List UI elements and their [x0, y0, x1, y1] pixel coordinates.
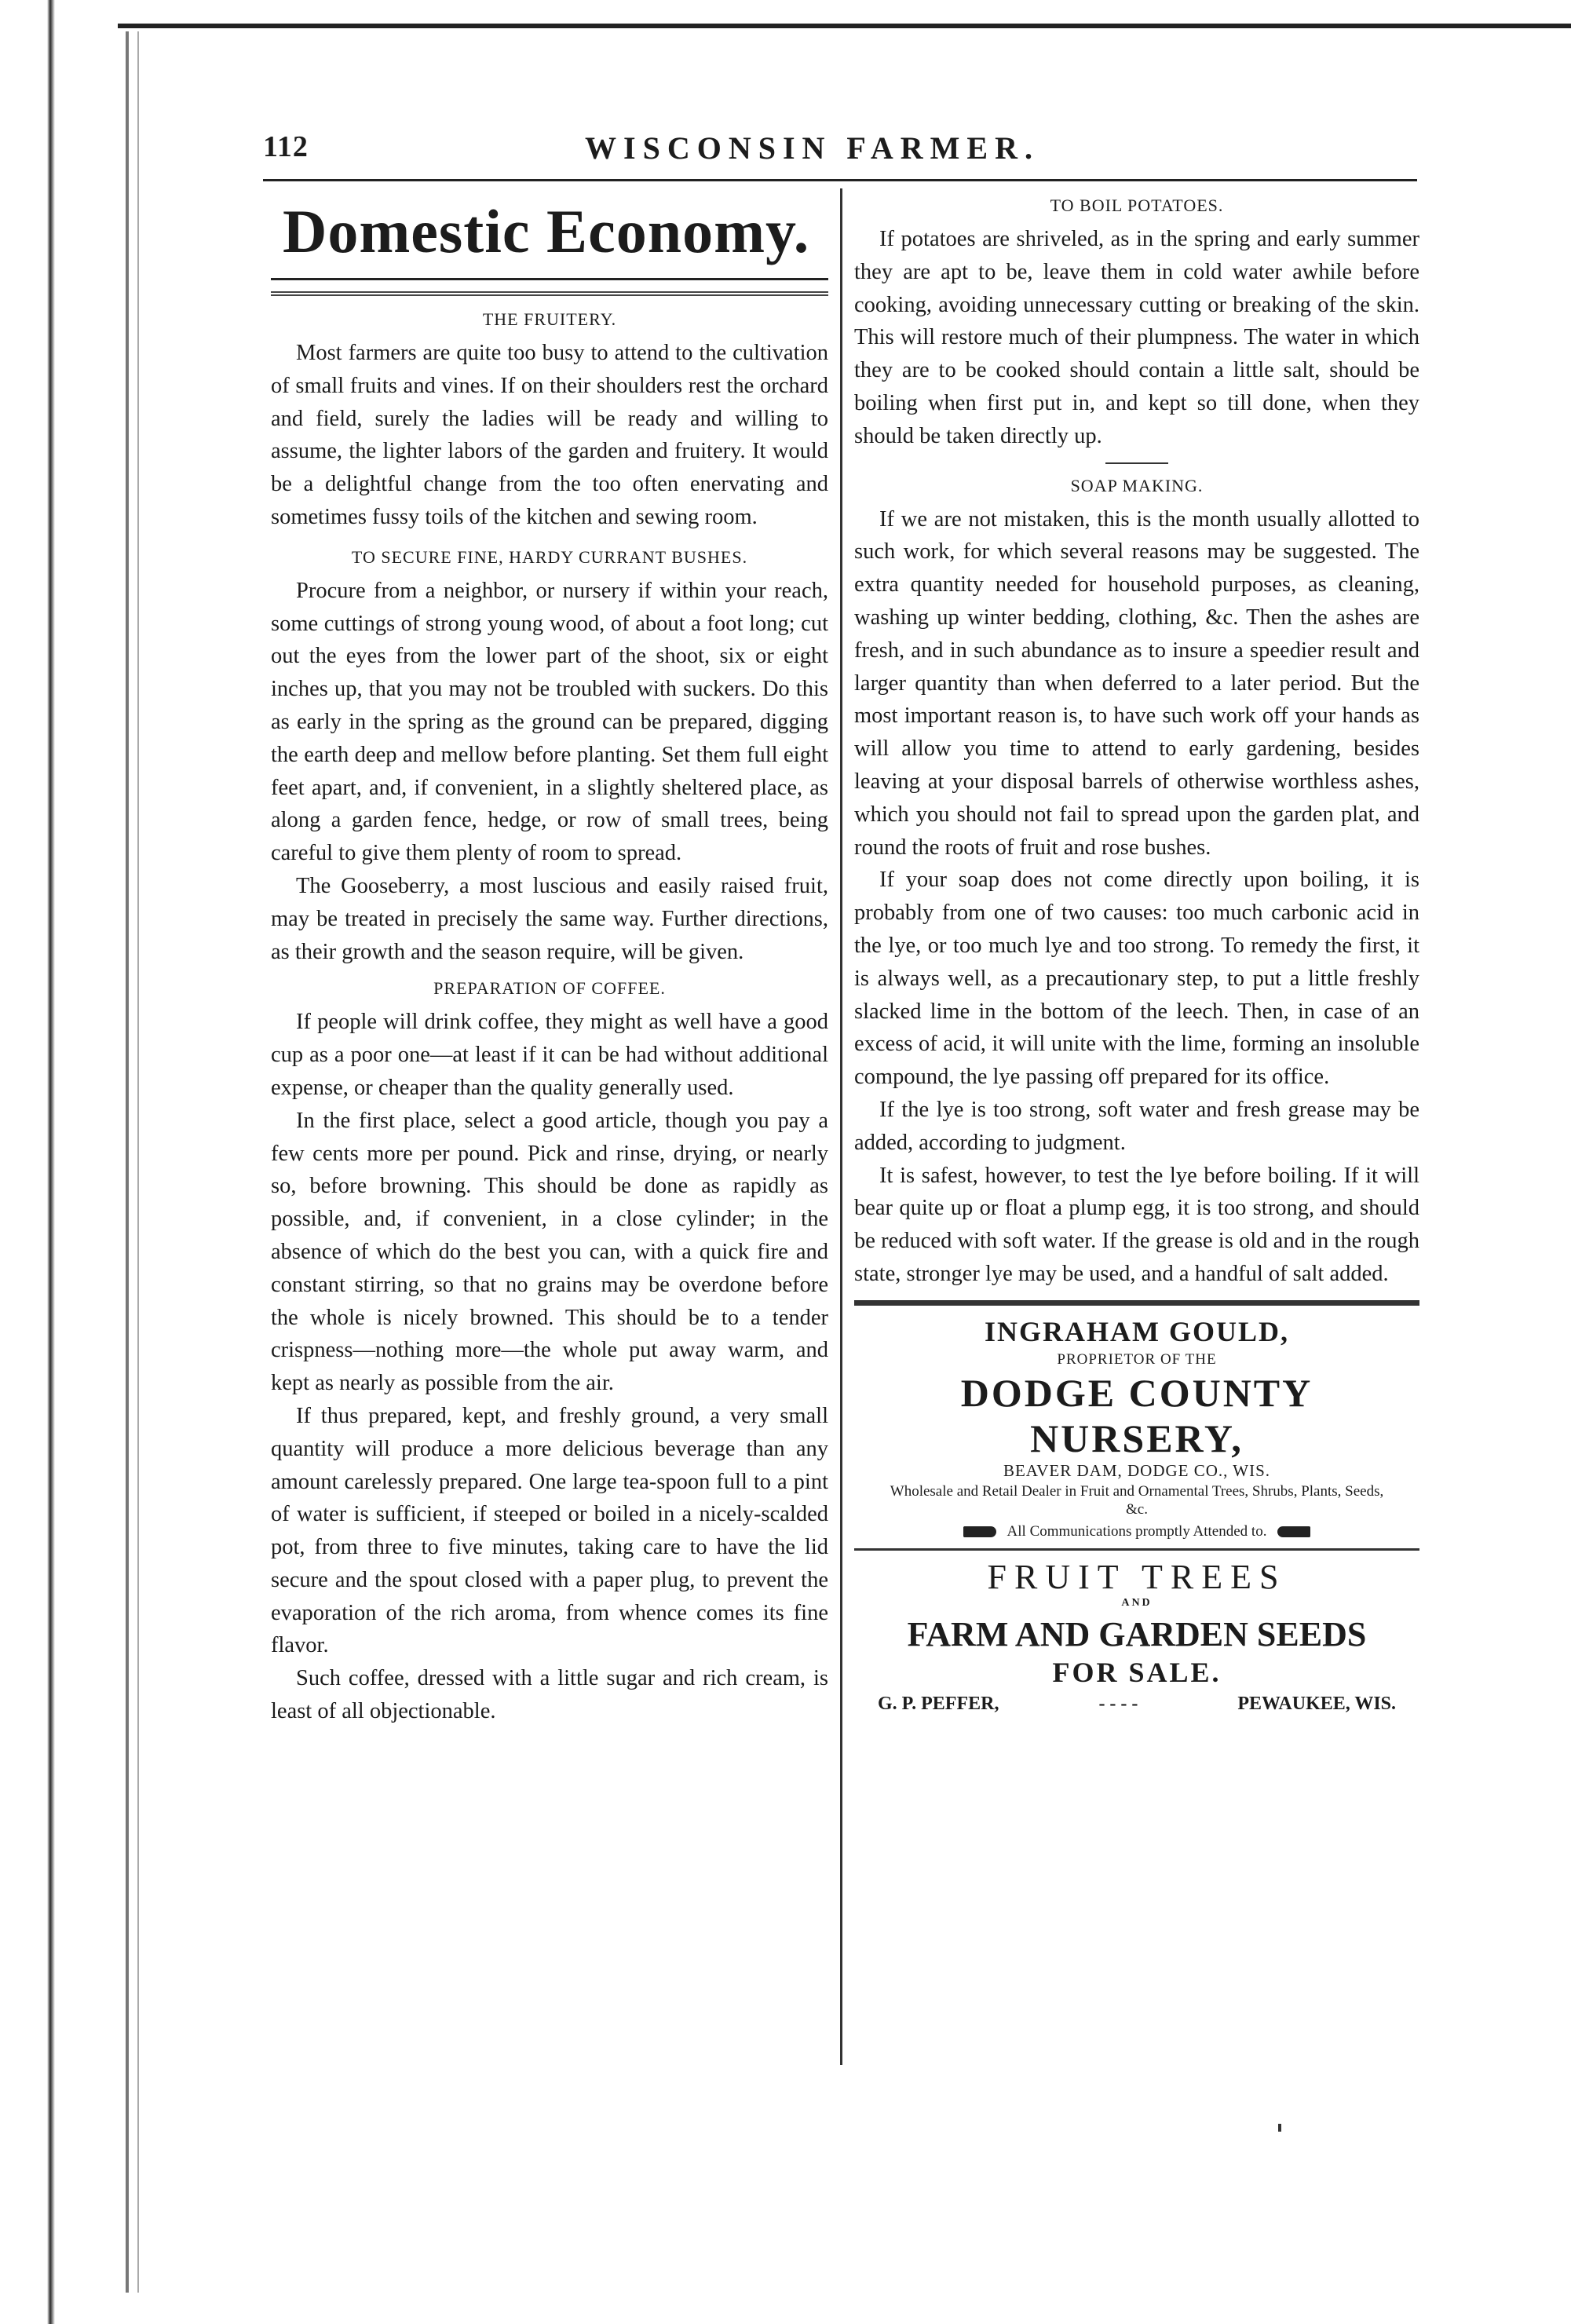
ad-nursery-name: DODGE COUNTY NURSERY, — [960, 1370, 1313, 1460]
ad-address: BEAVER DAM, DODGE CO., WIS. — [1003, 1460, 1271, 1480]
advertisement-gould — [854, 1315, 1419, 1540]
advertisement-divider — [854, 1548, 1419, 1551]
article-paragraph: If thus prepared, kept, and freshly ground, a very small quantity will produce a more delicious beverage than any amount carelessly prepared. One large tea-spoon full to a pint of water is sufficient, if steeped or boiled in a nicely-scalded pot, from three to five minutes, taking care to have the lid secure and the spout closed with a paper plug, to prevent the evaporation of the rich aroma, from whence comes its fine flavor. — [271, 1403, 828, 1658]
ad-dealer-text: Wholesale and Retail Dealer in Fruit and Ornamental Trees, Shrubs, Plants, Seeds, &c. — [890, 1482, 1384, 1518]
article-paragraph: Such coffee, dressed with a little sugar and rich cream, is least of all objectionable. — [271, 1666, 828, 1724]
page-border — [126, 31, 129, 2293]
running-title: WISCONSIN FARMER. — [585, 130, 1039, 166]
ad-seller-name: G. P. PEFFER, — [878, 1693, 999, 1714]
ad-seller-dashes: - - - - — [1098, 1693, 1138, 1714]
ad-proprietor-label: PROPRIETOR OF THE — [1057, 1350, 1217, 1368]
article-heading-potatoes: TO BOIL POTATOES. — [1050, 195, 1224, 215]
ad-proprietor-name: INGRAHAM GOULD, — [985, 1315, 1289, 1347]
ad-for-sale: FOR SALE. — [1052, 1656, 1222, 1688]
ad-and: AND — [1121, 1596, 1153, 1609]
ad-seeds: FARM AND GARDEN SEEDS — [907, 1614, 1367, 1653]
ad-communications — [854, 1523, 1419, 1540]
left-column — [271, 188, 828, 1728]
ornamental-rule — [271, 278, 828, 296]
article-heading-soap: SOAP MAKING. — [1070, 475, 1204, 495]
scan-top-edge — [118, 0, 1571, 28]
article-paragraph: If your soap does not come directly upon boiling, it is probably from one of two causes: too much carbonic acid in the lye, or too much lye and too strong. To remedy the first, it is always well, as a precautionary step, to put a little freshly slacked lime in the bottom of the leech. Then, in case of an excess of acid, it will unite with the lime, forming an insoluble compound, the lye passing off prepared for its office. — [854, 868, 1419, 1090]
ad-fruit-trees: FRUIT TREES — [987, 1557, 1287, 1596]
ad-seller-town: PEWAUKEE, WIS. — [1237, 1693, 1396, 1714]
scan-margin — [0, 0, 118, 2324]
scan-speck — [1278, 2124, 1281, 2132]
page-header — [263, 130, 1417, 177]
article-heading-fruitery: THE FRUITERY. — [482, 309, 617, 329]
short-rule — [1105, 462, 1168, 464]
pointing-hand-icon — [963, 1526, 996, 1537]
header-rule — [263, 179, 1417, 181]
article-paragraph: The Gooseberry, a most luscious and easily raised fruit, may be treated in precisely the same way. Further directions, as their growth and the season require, will be given. — [271, 873, 828, 964]
article-heading-coffee: PREPARATION OF COFFEE. — [433, 978, 666, 999]
article-heading-currant: TO SECURE FINE, HARDY CURRANT BUSHES. — [351, 546, 748, 567]
right-column — [854, 188, 1419, 1715]
column-divider — [840, 188, 842, 2065]
advertisement-peffer — [854, 1557, 1419, 1715]
page-border-inner — [137, 31, 139, 2293]
ad-communications-text: All Communications promptly Attended to. — [1007, 1522, 1267, 1540]
article-paragraph: Most farmers are quite too busy to attend to the cultivation of small fruits and vines. If on their shoulders rest the orchard and field, surely the ladies will be ready and willing to assume, the lighter labors of the garden and fruitery. It would be a delightful change from the too often enervating and sometimes fussy toils of the kitchen and sewing room. — [271, 341, 828, 529]
ad-seller-line — [854, 1694, 1419, 1715]
article-paragraph: Procure from a neighbor, or nursery if within your reach, some cuttings of strong young wood, of about a foot long; cut out the eyes from the lower part of the shoot, six or eight inches up, that you may not be troubled with suckers. Do this as early in the spring as the ground can be prepared, digging the earth deep and mellow before planting. Set them full eight feet apart, and, if convenient, in a slightly sheltered place, as along a garden fence, hedge, or row of small trees, being careful to give them plenty of room to spread. — [271, 578, 828, 866]
article-paragraph: If potatoes are shriveled, as in the spring and early summer they are apt to be, leave them in cold water awhile before cooking, avoiding unnecessary cutting or breaking of the skin. This will restore much of their plumpness. The water in which they are to be cooked should contain a little salt, should be boiling when first put in, and kept so till done, when they should be taken directly up. — [854, 227, 1419, 448]
page-number: 112 — [263, 130, 309, 163]
article-paragraph: If the lye is too strong, soft water and fresh grease may be added, according to judgment. — [854, 1097, 1419, 1155]
article-paragraph: If people will drink coffee, they might as well have a good cup as a poor one—at least if it can be had without additional expense, or cheaper than the quality generally used. — [271, 1010, 828, 1100]
pointing-hand-icon — [1277, 1526, 1310, 1537]
article-paragraph: If we are not mistaken, this is the month usually allotted to such work, for which several reasons may be suggested. The extra quantity needed for household purposes, as cleaning, washing up winter bedding, clothing, &c. Then the ashes are fresh, and in such abundance as to insure a speedier result and larger quantity than when deferred to a later period. But the most important reason is, to have such work off your hands as will allow you time to attend to early gardening, besides leaving at your disposal barrels of otherwise worthless ashes, which you should not fail to spread upon the garden plat, and round the roots of fruit and rose bushes. — [854, 506, 1419, 860]
article-paragraph: It is safest, however, to test the lye before boiling. If it will bear quite up or float a plump egg, it is too strong, and should be reduced with soft water. If the grease is old and in the rough state, stronger lye may be used, and a handful of salt added. — [854, 1163, 1419, 1286]
advertisement-rule — [854, 1300, 1419, 1306]
article-paragraph: In the first place, select a good article, though you pay a few cents more per pound. Pick and rinse, drying, or nearly so, before browning. This should be done as rapidly as possible, and, if convenient, in a close cylinder; in the absence of which do the best you can, with a quick fire and constant stirring, so that no grains may be overdone before the whole is nicely browned. This should be to a tender crispness—nothing more—the whole put away warm, and kept as nearly as possible from the air. — [271, 1108, 828, 1396]
section-title: Domestic Economy. — [283, 197, 810, 265]
